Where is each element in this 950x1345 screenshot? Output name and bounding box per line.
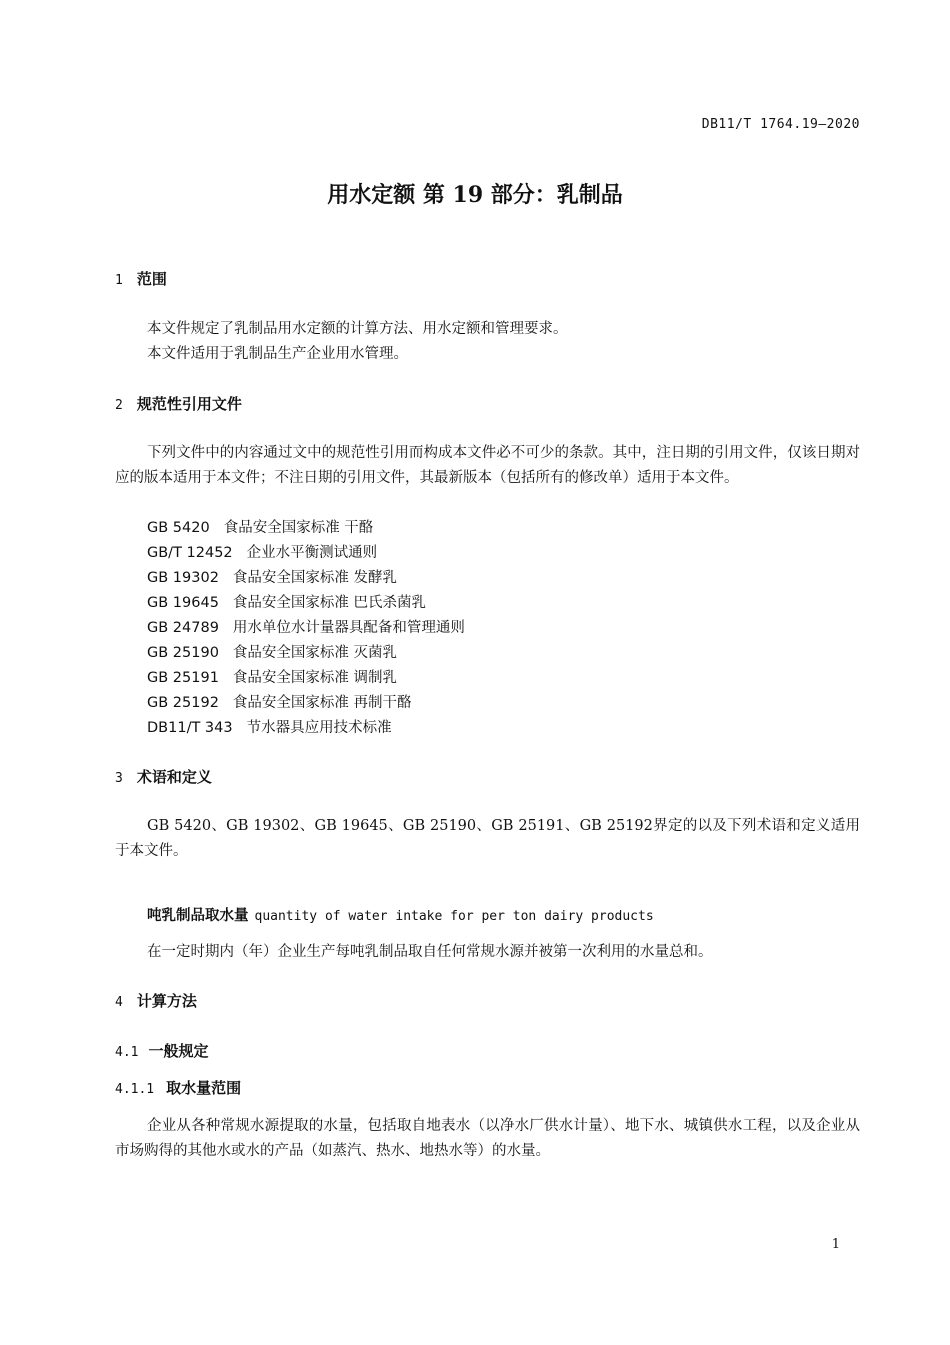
reference-item: [147, 616, 465, 637]
reference-title: 食品安全国家标准 巴氏杀菌乳: [232, 595, 427, 611]
reference-code: GB 25190: [147, 645, 219, 661]
section-title: 计算方法: [136, 992, 197, 1010]
water-intake-scope-paragraph: 企业从各种常规水源提取的水量，包括取自地表水（以净水厂供水计量）、地下水、城镇供水工程，以及企业从市场购得的其他水或水的产品（如蒸汽、热水、地热水等）的水量。: [115, 1118, 860, 1159]
terms-intro: GB 5420、GB 19302、GB 19645、GB 25190、GB 25191、GB 25192界定的以及下列术语和定义适用于本文件。: [115, 818, 860, 859]
normative-references-intro: 下列文件中的内容通过文中的规范性引用而构成本文件必不可少的条款。其中，注日期的引用文件，仅该日期对应的版本适用于本文件；不注日期的引用文件，其最新版本（包括所有的修改单）适用于本文件。: [115, 445, 860, 486]
section-2-heading: [115, 393, 242, 414]
section-number: 1: [115, 273, 123, 288]
section-title: 范围: [136, 270, 167, 288]
reference-item: [147, 716, 392, 737]
reference-title: 食品安全国家标准 再制干酪: [232, 695, 412, 711]
scope-paragraph-2: 本文件适用于乳制品生产企业用水管理。: [147, 346, 408, 362]
section-number: 3: [115, 771, 123, 786]
term-definition: 在一定时期内（年）企业生产每吨乳制品取自任何常规水源并被第一次利用的水量总和。: [147, 944, 713, 960]
section-number: 4.1: [115, 1045, 139, 1060]
reference-title: 企业水平衡测试通则: [246, 545, 378, 561]
section-number: 4.1.1: [115, 1082, 155, 1097]
reference-title: 用水单位水计量器具配备和管理通则: [232, 620, 465, 636]
reference-title: 食品安全国家标准 调制乳: [232, 670, 398, 686]
section-number: 4: [115, 995, 123, 1010]
reference-code: GB 19645: [147, 595, 219, 611]
term-chinese: 吨乳制品取水量: [147, 907, 249, 924]
reference-item: [147, 691, 412, 712]
reference-code: GB/T 12452: [147, 545, 233, 561]
section-number: 2: [115, 398, 123, 413]
section-3-heading: [115, 766, 212, 787]
document-title: 用水定额 第 19 部分：乳制品: [327, 182, 623, 208]
reference-code: GB 5420: [147, 520, 210, 536]
section-1-heading: [115, 268, 167, 289]
section-title: 一般规定: [148, 1042, 209, 1060]
reference-item: [147, 516, 373, 537]
reference-title: 食品安全国家标准 发酵乳: [232, 570, 398, 586]
reference-code: GB 24789: [147, 620, 219, 636]
term-entry: [147, 904, 654, 925]
reference-item: [147, 666, 397, 687]
subsection-4-1-heading: [115, 1040, 209, 1061]
section-4-heading: [115, 990, 197, 1011]
reference-item: [147, 541, 377, 562]
reference-title: 食品安全国家标准 灭菌乳: [232, 645, 398, 661]
reference-item: [147, 641, 397, 662]
scope-paragraph-1: 本文件规定了乳制品用水定额的计算方法、用水定额和管理要求。: [147, 321, 568, 337]
subsection-4-1-1-heading: [115, 1077, 241, 1098]
reference-item: [147, 591, 426, 612]
reference-code: GB 25192: [147, 695, 219, 711]
reference-code: GB 25191: [147, 670, 219, 686]
section-title: 规范性引用文件: [136, 395, 242, 413]
term-english: quantity of water intake for per ton dairy products: [254, 909, 654, 924]
section-title: 术语和定义: [136, 768, 212, 786]
reference-code: DB11/T 343: [147, 720, 233, 736]
page-number: 1: [831, 1237, 840, 1252]
reference-title: 食品安全国家标准 干酪: [223, 520, 374, 536]
document-id: DB11/T 1764.19—2020: [701, 117, 860, 132]
reference-title: 节水器具应用技术标准: [246, 720, 392, 736]
reference-item: [147, 566, 397, 587]
section-title: 取水量范围: [166, 1079, 242, 1097]
reference-code: GB 19302: [147, 570, 219, 586]
